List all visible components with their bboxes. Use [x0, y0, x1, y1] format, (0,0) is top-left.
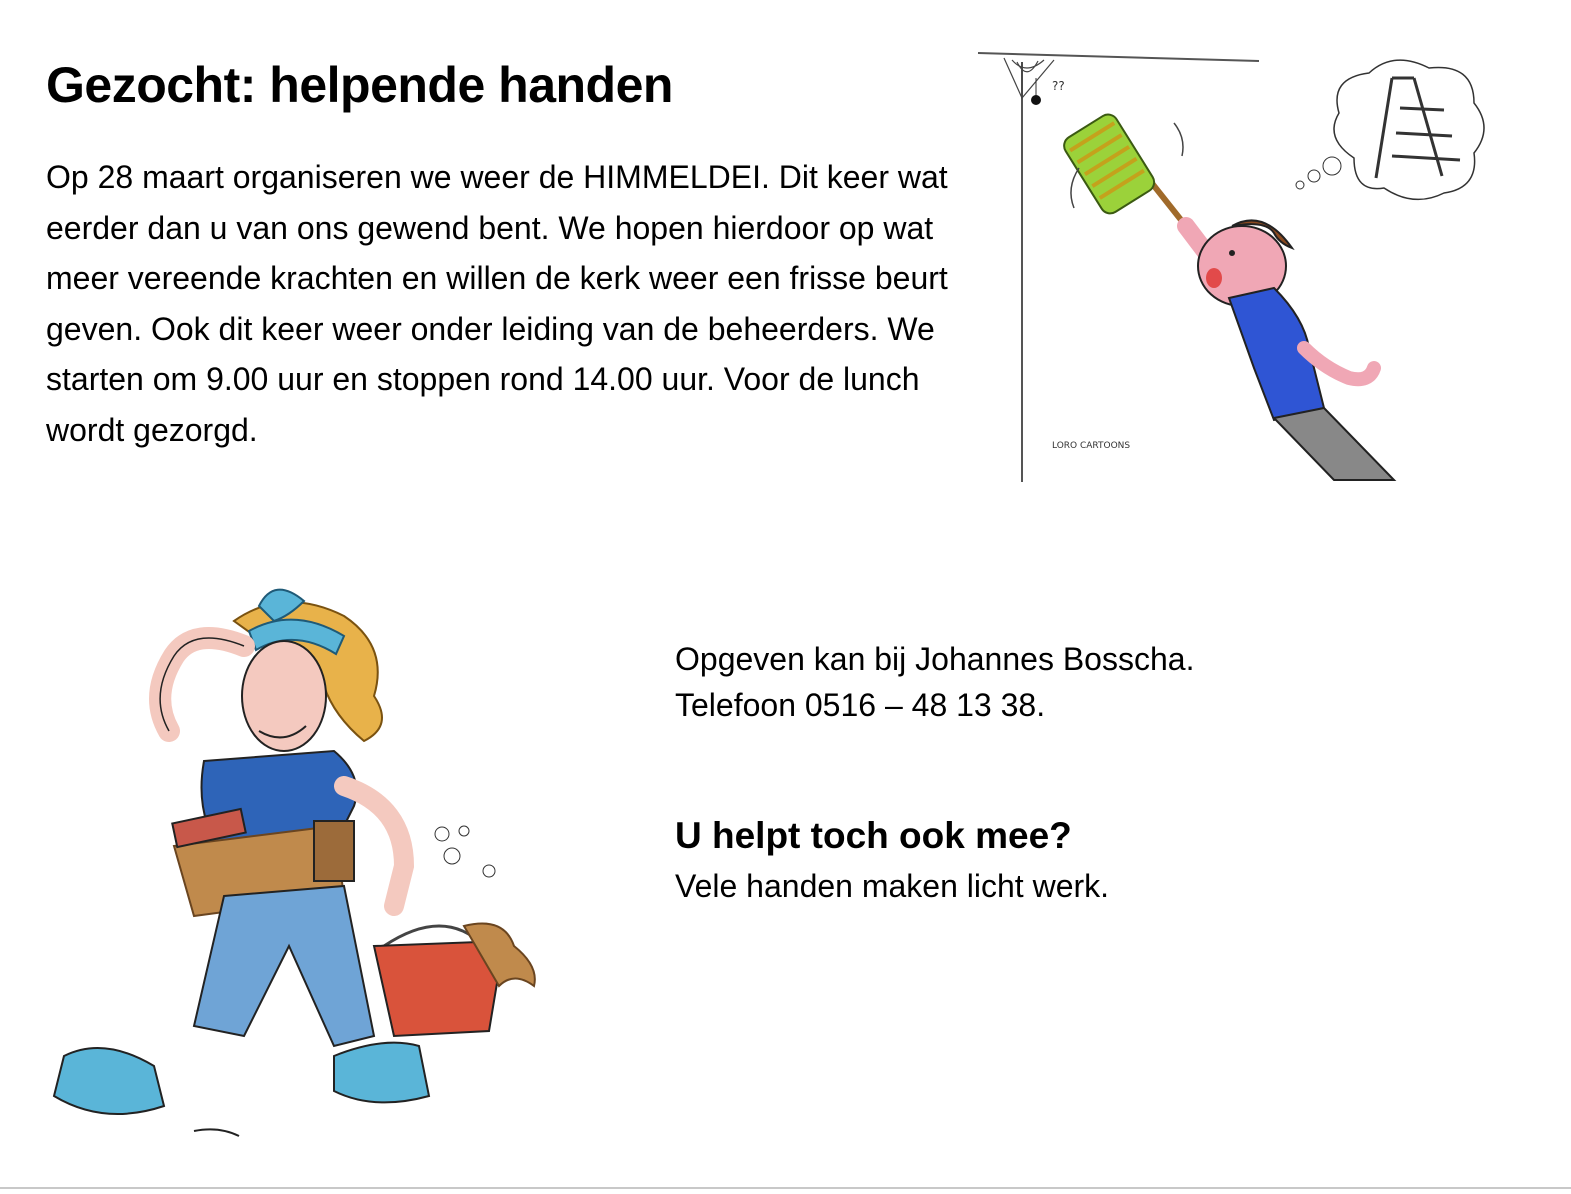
cleaning-woman-cartoon	[44, 566, 544, 1156]
svg-text:??: ??	[1052, 79, 1065, 93]
dusting-man-cartoon	[974, 48, 1494, 484]
page-title: Gezocht: helpende handen	[46, 57, 673, 113]
spider-icon	[1031, 95, 1041, 105]
signup-phone: Telefoon 0516 – 48 13 38.	[675, 687, 1046, 723]
intro-paragraph: Op 28 maart organiseren we weer de HIMMELDEI. Dit keer wat eerder dan u van ons gewend bent. We hopen hierdoor op wat meer vereende krachten en willen de kerk weer een frisse beurt geven. Ook dit keer weer onder leiding van de beheerders. We starten om 9.00 uur en stoppen rond 14.00 uur. Voor de lunch wordt gezorgd.	[46, 159, 948, 448]
cobweb	[1004, 58, 1054, 98]
call-to-action: U helpt toch ook mee?	[675, 815, 1072, 856]
signup-contact: Opgeven kan bij Johannes Bosscha.	[675, 641, 1195, 677]
bubble-icon	[435, 827, 449, 841]
left-shoe	[54, 1048, 164, 1114]
saying: Vele handen maken licht werk.	[675, 868, 1110, 904]
cartoon-signature: LORO CARTOONS	[1052, 441, 1131, 451]
thought-bubble	[1296, 60, 1484, 199]
signup-info	[675, 636, 1375, 728]
duster-icon	[1060, 111, 1158, 217]
bucket-icon	[374, 924, 535, 1037]
page-bottom-rule	[0, 1187, 1571, 1189]
right-shoe	[334, 1043, 429, 1103]
